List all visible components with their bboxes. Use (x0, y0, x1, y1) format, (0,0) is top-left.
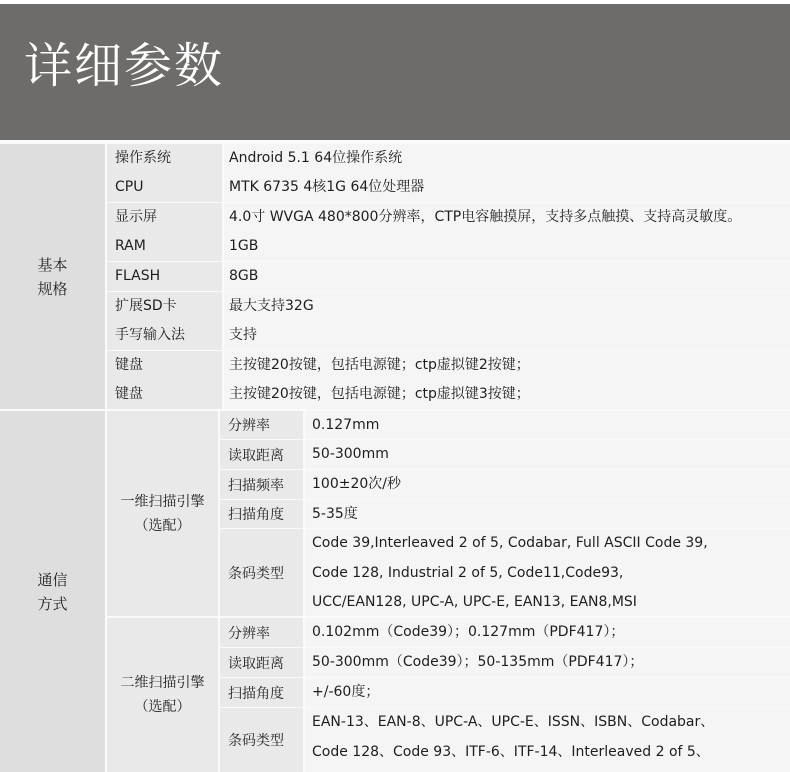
basic-row-name: RAM (107, 232, 222, 261)
scan-param-value (305, 440, 790, 469)
scan-param-name (220, 440, 303, 469)
scan-param-value (305, 648, 790, 677)
scan-param-name-text: 分辨率 (228, 625, 270, 642)
basic-row-value: 最大支持32G (224, 292, 790, 321)
scan-param-name (220, 708, 303, 772)
comm-label (0, 411, 105, 772)
basic-row-value: 主按键20按键，包括电源键；ctp虚拟键2按键； (224, 351, 790, 380)
scan-param-name-text: 扫描角度 (228, 685, 284, 702)
basic-row-name: FLASH (107, 262, 222, 291)
scan-param-value-line: Code 128、Code 93、ITF-6、ITF-14、Interleaved 2 of 5、 (312, 743, 710, 760)
page-title: 详细参数 (24, 38, 225, 94)
scan-param-value-line: UCC/EAN128, UPC-A, UPC-E, EAN13, EAN8,MSI (312, 594, 637, 610)
scan-param-value-line: EAN-13、EAN-8、UPC-A、UPC-E、ISSN、ISBN、Codabar、 (312, 714, 715, 730)
scan-param-value-line: 100±20次/秒 (312, 476, 401, 492)
scan-param-value-line: 0.127mm (312, 417, 380, 433)
scan-param-value (305, 618, 790, 647)
scan-param-value-line: Code 128, Industrial 2 of 5, Code11,Code93, (312, 564, 624, 581)
scan-param-name-text: 扫描角度 (228, 507, 284, 523)
basic-row-value: 8GB (224, 262, 790, 291)
scan-param-value-line: 50-300mm (312, 446, 389, 462)
scan-param-value-line: 5-35度 (312, 506, 358, 522)
scan-engine-label-text: 一维扫描引擎 （选配） (120, 493, 205, 534)
scan-param-name (220, 648, 303, 677)
comm-label-text: 通信 方式 (37, 570, 68, 613)
scan-param-name-text: 条码类型 (228, 565, 284, 582)
basic-row-name: 键盘 (107, 380, 222, 409)
scan-param-name-text: 扫描频率 (228, 477, 284, 494)
scan-engine-label (107, 618, 218, 772)
scan-param-value-line: 0.102mm（Code39）；0.127mm（PDF417）； (312, 624, 625, 640)
scan-param-value (305, 411, 790, 439)
basic-row-name: CPU (107, 173, 222, 202)
basic-row-value: 支持 (224, 321, 790, 350)
basic-row-value: 4.0寸 WVGA 480*800分辨率，CTP电容触摸屏，支持多点触摸、支持高灵敏度。 (224, 203, 790, 232)
scan-param-value (305, 708, 790, 772)
scan-param-value-line: 50-300mm（Code39）；50-135mm（PDF417）； (312, 654, 644, 670)
scan-param-value (305, 500, 790, 528)
scan-param-value (305, 470, 790, 499)
basic-row-name: 键盘 (107, 351, 222, 380)
basic-row-value: Android 5.1 64位操作系统 (224, 144, 790, 173)
basic-row-name: 扩展SD卡 (107, 292, 222, 321)
scan-param-value-line: Code 39,Interleaved 2 of 5, Codabar, Full ASCII Code 39, (312, 535, 708, 551)
basic-row-name: 显示屏 (107, 203, 222, 232)
basic-spec-label-text: 基本 规格 (37, 255, 68, 298)
basic-row-name: 操作系统 (107, 144, 222, 173)
scan-param-name (220, 529, 303, 616)
scan-param-name-text: 读取距离 (228, 655, 284, 672)
basic-row-value: 1GB (224, 232, 790, 261)
scan-param-name-text: 条码类型 (228, 733, 284, 749)
basic-row-value: MTK 6735 4核1G 64位处理器 (224, 173, 790, 202)
basic-row-name: 手写输入法 (107, 321, 222, 350)
scan-param-name (220, 411, 303, 439)
basic-row-value: 主按键20按键，包括电源键；ctp虚拟键3按键； (224, 380, 790, 409)
scan-param-name (220, 470, 303, 499)
scan-param-value-line: +/-60度； (312, 684, 380, 700)
page-header (0, 4, 790, 140)
scan-engine-label (107, 411, 218, 616)
basic-spec-label (0, 144, 105, 409)
scan-engine-label-text: 二维扫描引擎 （选配） (120, 675, 205, 715)
spec-table (0, 140, 790, 772)
scan-param-name (220, 500, 303, 528)
scan-param-name (220, 678, 303, 707)
scan-param-name-text: 分辨率 (228, 418, 270, 434)
scan-param-value (305, 529, 790, 616)
scan-param-value (305, 678, 790, 707)
scan-param-name-text: 读取距离 (228, 447, 284, 464)
scan-param-name (220, 618, 303, 647)
